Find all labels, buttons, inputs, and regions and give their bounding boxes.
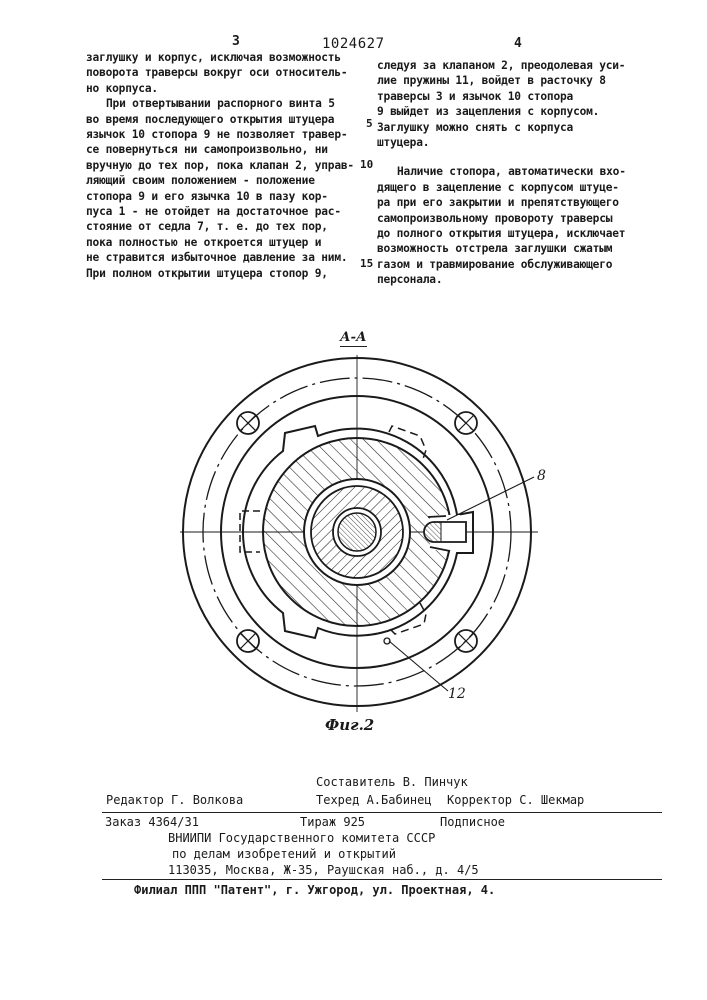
figure-caption: Фиг.2 [325,716,375,734]
editor: Редактор Г. Волкова [106,793,244,807]
subscription: Подписное [440,815,506,829]
line-number-10: 10 [360,158,374,171]
text-line: лие пружины 11, войдет в расточку 8 [377,74,606,88]
line-number-5: 5 [366,117,373,130]
text-line: газом и травмирование обслуживающего [377,257,613,271]
text-line: ляющий своим положением - положение [86,174,315,188]
bolt-hole [237,412,259,434]
stopper-tongue-tip [424,522,441,542]
compiler: Составитель В. Пинчук [316,775,468,789]
text-line: возможность отстрела заглушки сжатым [377,242,613,256]
org-address: 113035, Москва, Ж-35, Раушская наб., д. 4/5 [168,863,479,877]
text-line: заглушку и корпус, исключая возможность [86,51,341,64]
text-line: персонала. [377,273,443,287]
circulation: Тираж 925 [300,815,366,829]
text-line: поворота траверсы вокруг оси относитель- [86,66,348,80]
valve-stem [338,513,376,551]
bolt-hole [455,630,477,652]
section-label: А-А [340,330,367,345]
techred: Техред А.Бабинец [316,793,432,807]
text-line: язычок 10 стопора 9 не позволяет травер- [86,128,348,142]
line-number-15: 15 [360,257,374,270]
callout-8: 8 [537,468,546,484]
text-line: Заглушку можно снять с корпуса [377,120,574,134]
text-line: При полном открытии штуцера стопор 9, [86,266,328,280]
text-line: до полного открытия штуцера, исключает [377,227,626,241]
org-line-2: по делам изобретений и открытий [172,847,396,861]
bolt-hole [455,412,477,434]
text-line: 9 выйдет из зацепления с корпусом. [377,105,600,119]
text-line: стопора 9 и его язычка 10 в пазу кор- [86,189,328,203]
page-number-left: 3 [232,34,240,49]
text-line: траверсы 3 и язычок 10 стопора [377,89,574,103]
text-line: пока полностью не откроется штуцер и [86,235,322,249]
text-line: дящего в зацепление с корпусом штуце- [377,180,619,194]
callout-12: 12 [448,686,466,702]
bolt-hole [237,630,259,652]
text-line: самопроизвольному провороту траверсы [377,211,613,225]
text-line: но корпуса. [86,81,158,95]
leader-line-12 [389,641,448,691]
text-line: пуса 1 - не отойдет на достаточное рас- [86,205,341,219]
branch-address: Филиал ППП "Патент", г. Ужгород, ул. Проектная, 4. [134,883,496,897]
divider [102,812,662,813]
text-line: ра при его закрытии и препятствующего [377,196,619,210]
divider [102,879,662,880]
page-number-right: 4 [514,36,522,51]
text-line: вручную до тех пор, пока клапан 2, управ- [86,158,354,172]
org-line-1: ВНИИПИ Государственного комитета СССР [168,831,436,845]
text-line: Наличие стопора, автоматически вхо- [397,165,626,179]
text-line: следуя за клапаном 2, преодолевая уси- [377,59,626,72]
text-line: штуцера. [377,136,430,150]
text-line: во время последующего открытия штуцера [86,112,335,126]
text-line: се повернуться ни самопроизвольно, ни [86,143,328,157]
text-line: не стравится избыточное давление за ним. [86,251,348,265]
corrector: Корректор С. Шекмар [447,793,585,807]
leader-line-8 [447,477,534,520]
patent-number: 1024627 [322,36,385,52]
text-line: стояние от седла 7, т. е. до тех пор, [86,220,328,234]
text-line: При отвертывании распорного винта 5 [106,97,335,111]
order-number: Заказ 4364/31 [105,815,199,829]
